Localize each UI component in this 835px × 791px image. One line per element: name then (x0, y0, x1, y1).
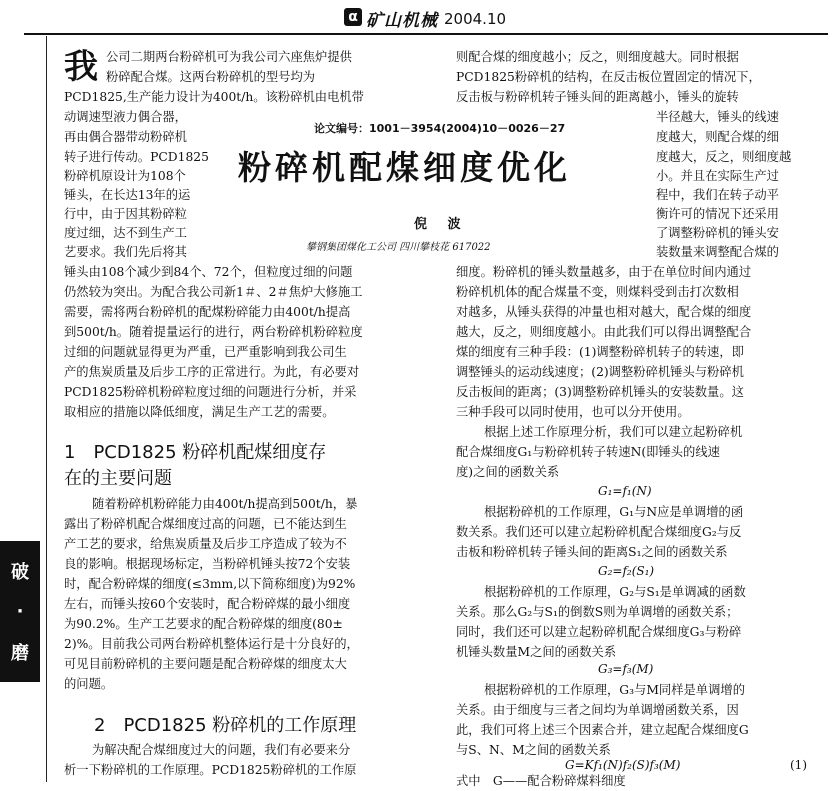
body-line: 根据粉碎机的工作原理，G₃与M同样是单调增的 (484, 683, 745, 697)
body-line: 左右，而锤头按60个安装时，配合粉碎煤的最小细度 (64, 597, 351, 611)
body-line: 同时，我们还可以建立起粉碎机配合煤细度G₃与粉碎 (456, 625, 742, 639)
body-line: 随着粉碎机粉碎能力由400t/h提高到500t/h，暴 (92, 497, 358, 511)
body-line: 时，配合粉碎煤的细度(≤3mm,以下简称细度)为92% (64, 577, 356, 591)
body-line: 调整锤头的运动线速度；(2)调整粉碎机锤头与粉碎机 (456, 365, 744, 379)
side-tab-char: · (16, 600, 24, 622)
equation-2: G₂=f₂(S₁) (598, 564, 655, 578)
body-line: 良的影响。根据现场标定，当粉碎机锤头按72个安装 (64, 557, 351, 571)
body-line: 小。并且在实际生产过 (656, 169, 779, 183)
body-line: 根据粉碎机的工作原理，G₂与S₁是单调减的函数 (484, 585, 746, 599)
equation-3: G₃=f₃(M) (598, 662, 654, 676)
body-line: 的问题。 (64, 677, 114, 691)
body-line: 需要，需将两台粉碎机的配煤粉碎能力由400t/h提高 (64, 305, 351, 319)
body-line: 锤头由108个减少到84个、72个，但粒度过细的问题 (64, 265, 353, 279)
body-line: 细度。粉碎机的锤头数量越多，由于在单位时间内通过 (456, 265, 752, 279)
body-line: 配合煤细度G₁与粉碎机转子转速N(即锤头的线速 (456, 445, 720, 459)
equation-1: G₁=f₁(N) (598, 484, 652, 498)
header-rule (24, 33, 828, 35)
intro-line: 艺要求。我们先后将其 (64, 245, 187, 259)
body-line: 到500t/h。随着提量运行的进行，两台粉碎机粉碎粒度 (64, 325, 363, 339)
body-line: 取相应的措施以降低细度，满足生产工艺的需要。 (64, 405, 335, 419)
intro-line: 锤头，在长达13年的运 (64, 188, 191, 202)
body-line: 式中 G——配合粉碎煤料细度 (456, 774, 626, 788)
intro-line: PCD1825,生产能力设计为400t/h。该粉碎机由电机带 (64, 90, 364, 104)
section-1-heading-cont: 在的主要问题 (64, 468, 172, 489)
journal-name: 矿山机械 (366, 11, 438, 31)
body-line: 越大，反之，则细度越小。由此我们可以得出调整配合 (456, 325, 752, 339)
left-margin-rule (46, 36, 47, 782)
body-line: 关系。那么G₂与S₁的倒数S则为单调增的函数关系； (456, 605, 739, 619)
body-line: 机锤头数量M之间的函数关系 (456, 645, 617, 659)
body-line: 产工艺的要求，给焦炭质量及后步工序造成了较为不 (64, 537, 347, 551)
body-line: 度)之间的函数关系 (456, 465, 560, 479)
drop-cap: 我 (64, 47, 98, 87)
intro-line: 动调速型液力偶合器， (64, 110, 187, 124)
body-line: 则配合煤的细度越小；反之，则细度越大。同时根据 (456, 50, 739, 64)
body-line: 根据粉碎机的工作原理，G₁与N应是单调增的函 (484, 505, 744, 519)
body-line: 为解决配合煤细度过大的问题，我们有必要来分 (92, 743, 351, 757)
equation-number: (1) (790, 758, 807, 772)
body-line: PCD1825粉碎机的结构，在反击板位置固定的情况下， (456, 70, 761, 84)
body-line: 产的焦炭质量及后步工序的正常进行。为此，有必要对 (64, 365, 360, 379)
body-line: 与S、N、M之间的函数关系 (456, 743, 611, 757)
body-line: 可见目前粉碎机的主要问题是配合粉碎煤的细度太大 (64, 657, 347, 671)
intro-line: 再由偶合器带动粉碎机 (64, 130, 187, 144)
side-tab-char: 磨 (11, 643, 29, 665)
side-tab-char: 破 (11, 561, 29, 583)
body-line: 关系。由于细度与三者之间均为单调增函数关系，因 (456, 703, 739, 717)
body-line: 粉碎机机体的配合煤量不变，则煤料受到击打次数相 (456, 285, 739, 299)
body-line: 根据上述工作原理分析，我们可以建立起粉碎机 (484, 425, 743, 439)
body-line: PCD1825粉碎机粉碎粒度过细的问题进行分析，并采 (64, 385, 357, 399)
body-line: 数关系。我们还可以建立起粉碎机配合煤细度G₂与反 (456, 525, 742, 539)
journal-logo-icon: α (344, 8, 362, 26)
body-line: 度越大，则配合煤的细 (656, 130, 779, 144)
body-line: 装数量来调整配合煤的 (656, 245, 779, 259)
body-line: 2)%。目前我公司两台粉碎机整体运行是十分良好的， (64, 637, 359, 651)
section-1-heading: 1 PCD1825 粉碎机配煤细度存 (64, 442, 327, 463)
body-line: 衡许可的情况下还采用 (656, 207, 779, 221)
body-line: 反击板间的距离；(3)调整粉碎机锤头的安装数量。这 (456, 385, 744, 399)
intro-line: 度过细，达不到生产工 (64, 226, 187, 240)
intro-line: 公司二期两台粉碎机可为我公司六座焦炉提供 (106, 50, 352, 64)
article-title: 粉碎机配煤细度优化 (238, 148, 571, 187)
intro-line: 行中，由于因其粉碎粒 (64, 207, 187, 221)
section-2-heading: 2 PCD1825 粉碎机的工作原理 (94, 715, 357, 736)
body-line: 度越大，反之，则细度越 (656, 150, 792, 164)
body-line: 程中，我们在转子动平 (656, 188, 779, 202)
body-line: 三种手段可以同时使用，也可以分开使用。 (456, 405, 690, 419)
body-line: 过细的问题就显得更为严重，已严重影响到我公司生 (64, 345, 347, 359)
journal-issue: 2004.10 (444, 10, 507, 28)
intro-line: 粉碎配合煤。这两台粉碎机的型号均为 (106, 70, 316, 84)
intro-line: 转子进行传动。PCD1825 (64, 150, 209, 164)
body-line: 此，我们可将上述三个因素合并，建立起配合煤细度G (456, 723, 749, 737)
author-affiliation: 攀钢集团煤化工公司 四川攀枝花 617022 (306, 242, 491, 253)
intro-line: 粉碎机原设计为108个 (64, 169, 186, 183)
author-name: 倪 波 (414, 217, 469, 232)
body-line: 半径越大，锤头的线速 (656, 110, 779, 124)
body-line: 了调整粉碎机的锤头安 (656, 226, 779, 240)
body-line: 对越多，从锤头获得的冲量也相对越大，配合煤的细度 (456, 305, 752, 319)
body-line: 为90.2%。生产工艺要求的配合粉碎煤的细度(80± (64, 617, 343, 631)
body-line: 仍然较为突出。为配合我公司新1＃、2＃焦炉大修施工 (64, 285, 363, 299)
section-side-tab (0, 541, 40, 682)
body-line: 析一下粉碎机的工作原理。PCD1825粉碎机的工作原 (64, 763, 357, 777)
equation-4: G=Kf₁(N)f₂(S)f₃(M) (565, 758, 681, 772)
article-number: 论文编号：1001－3954(2004)10－0026－27 (314, 122, 566, 135)
body-line: 煤的细度有三种手段：(1)调整粉碎机转子的转速，即 (456, 345, 744, 359)
body-line: 露出了粉碎机配合煤细度过高的问题，已不能达到生 (64, 517, 347, 531)
body-line: 反击板与粉碎机转子锤头间的距离越小，锤头的旋转 (456, 90, 739, 104)
body-line: 击板和粉碎机转子锤头间的距离S₁之间的函数关系 (456, 545, 728, 559)
